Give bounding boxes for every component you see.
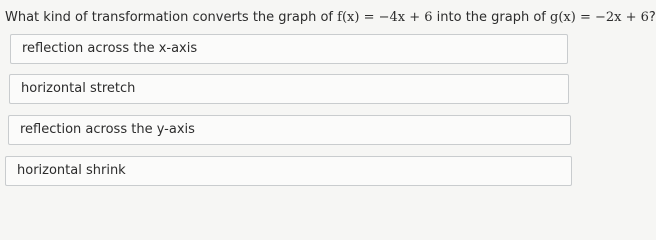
question-suffix: ? [648, 10, 656, 25]
choice-label: reflection across the x-axis [22, 41, 198, 56]
choice-label: horizontal shrink [17, 163, 126, 178]
choice-horizontal-shrink[interactable] [5, 156, 572, 186]
f-expression: f(x) = −4x + 6 [337, 10, 433, 25]
choice-label: reflection across the y-axis [20, 122, 195, 137]
question-text [5, 9, 656, 27]
choice-reflection-y-axis[interactable] [8, 115, 571, 145]
choice-reflection-x-axis[interactable] [10, 34, 568, 64]
g-expression: g(x) = −2x + 6 [550, 10, 649, 25]
question-middle: into the graph of [432, 10, 551, 25]
question-prefix: What kind of transformation converts the graph of [5, 10, 338, 25]
choice-horizontal-stretch[interactable] [9, 74, 569, 104]
choice-label: horizontal stretch [21, 81, 136, 96]
